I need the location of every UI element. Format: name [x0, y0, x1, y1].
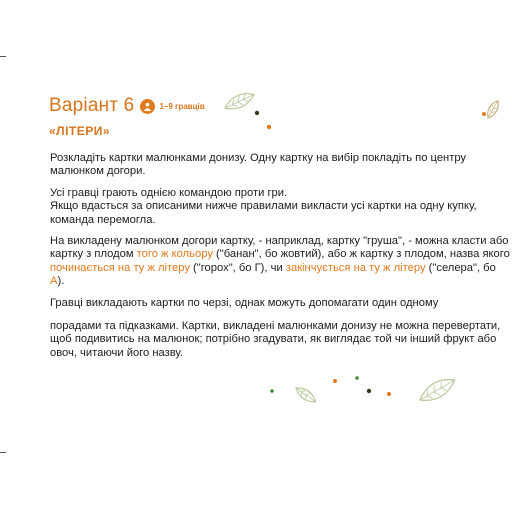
- dot-icon: [267, 125, 271, 129]
- rules-text-part: ("селера", бо: [425, 261, 496, 274]
- players-count: 1–9 гравців: [159, 101, 205, 111]
- highlight-letter-a: А: [50, 275, 58, 288]
- paragraph-setup: Розкладіть картки малюнками донизу. Одну картку на вибір покладіть по центру малюнком догори.: [50, 152, 467, 178]
- variant-title: Варіант 6: [49, 95, 135, 116]
- highlight-same-first-letter: починається на ту ж літеру: [50, 261, 190, 274]
- dot-icon: [482, 112, 486, 116]
- rules-text-part: ("банан", бо жовтий), або ж картку з плодом, назва якого: [212, 248, 510, 261]
- dot-icon: [387, 392, 391, 396]
- leaf-icon: [485, 99, 502, 120]
- dot-icon: [333, 379, 337, 383]
- rules-text-part: На викладену малюнком догори картку, - наприклад, картку "груша", - можна класти або картку з плодом: [50, 235, 509, 261]
- rules-text-part: ).: [57, 275, 65, 288]
- dot-icon: [355, 376, 359, 380]
- leaf-icon: [416, 374, 458, 407]
- paragraph-turns: Гравці викладають картки по черзі, однак можуть допомагати один одному: [50, 296, 439, 309]
- highlight-same-color: того ж кольору: [136, 248, 213, 261]
- highlight-same-last-letter: закінчується на ту ж літеру: [285, 261, 426, 274]
- team-line: Усі гравці грають однією командою проти гри.: [50, 186, 288, 199]
- dot-icon: [270, 389, 274, 393]
- dot-icon: [367, 389, 371, 393]
- variant-subtitle: «ЛІТЕРИ»: [49, 124, 111, 138]
- leaf-icon: [293, 384, 318, 405]
- dot-icon: [255, 111, 259, 115]
- rules-text-part: ("горох", бо Г), чи: [189, 261, 286, 274]
- paragraph-hints: порадами та підказками. Картки, викладені малюнками донизу не можна перевертати, щоб подивитись на малюнок; потрібно згадувати, як виглядає той чи інший фрукт або овоч, читаючи його назву.: [50, 320, 501, 359]
- leaf-icon: [222, 89, 256, 113]
- win-line: Якщо вдасться за описаними нижче правилами викласти усі картки на одну купку, команда перемогла.: [50, 200, 477, 226]
